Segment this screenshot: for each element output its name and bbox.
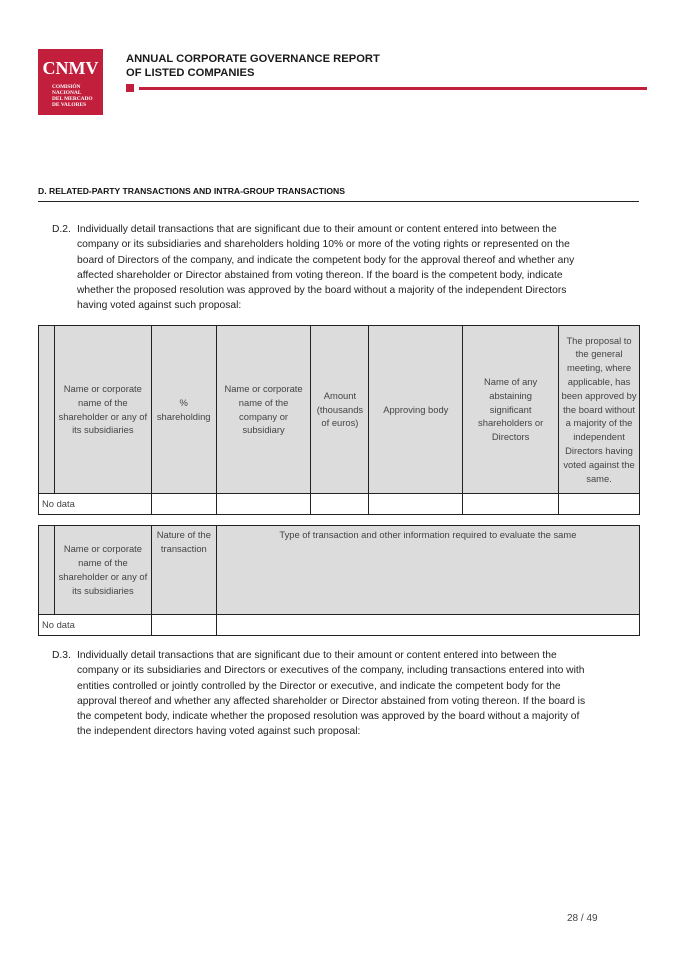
report-title [126, 52, 380, 80]
page-number: 28 / 49 [567, 913, 598, 924]
d2-line: Individually detail transactions that are significant due to their amount or content entered into between the [77, 224, 557, 235]
related-party-table-2 [38, 525, 640, 636]
d3-number: D.3. [52, 650, 71, 661]
empty-cell [151, 615, 216, 636]
d3-line: entities controlled or jointly controlled by the Director or executive, and indicate the competent body for the [77, 680, 561, 692]
header-rule [139, 87, 647, 90]
section-divider [38, 201, 639, 202]
section-title: D. RELATED-PARTY TRANSACTIONS AND INTRA-GROUP TRANSACTIONS [38, 186, 345, 196]
empty-cell [311, 494, 369, 515]
empty-cell [151, 494, 216, 515]
related-party-table-1 [38, 325, 640, 515]
logo-name [52, 84, 93, 108]
logo-acronym: CNMV [42, 58, 99, 78]
header-accent-square [126, 84, 134, 92]
col-header: Name of any abstaining significant shareholders or Directors [463, 326, 559, 494]
col-header: The proposal to the general meeting, where applicable, has been approved by the board without a majority of the independent Directors having voted against the same. [559, 326, 640, 494]
report-title-line2: OF LISTED COMPANIES [126, 67, 255, 79]
logo-name-line: DEL MERCADO [52, 96, 93, 102]
d3-line: company or its subsidiaries and Directors or executives of the company, including transactions entered into with [77, 665, 585, 677]
d2-text [77, 222, 574, 314]
empty-cell [369, 494, 463, 515]
empty-cell [216, 615, 639, 636]
no-data-cell: No data [39, 615, 152, 636]
empty-cell [559, 494, 640, 515]
d2-line: whether the proposed resolution was approved by the board without a majority of the independent Directors [77, 285, 567, 297]
d3-line: the independent directors having voted against such proposal: [77, 726, 361, 738]
col-header: Type of transaction and other information required to evaluate the same [216, 526, 639, 615]
d2-number: D.2. [52, 224, 71, 235]
cnmv-logo [38, 49, 103, 115]
table-row [39, 615, 640, 636]
d3-line: approval thereof and whether any affected shareholder or Director abstained from voting thereon. If the board is [77, 695, 586, 707]
report-title-line1: ANNUAL CORPORATE GOVERNANCE REPORT [126, 53, 380, 65]
logo-name-line: DE VALORES [52, 102, 87, 108]
d3-text [77, 648, 585, 740]
table-row [39, 494, 640, 515]
col-header: Nature of the transaction [151, 526, 216, 615]
d3-line: the competent body, indicate whether the proposed resolution was approved by the board without a majority of [77, 711, 580, 723]
d2-line: having voted against such proposal: [77, 300, 242, 312]
header-stub [39, 526, 55, 615]
table-header-row [39, 526, 640, 615]
no-data-cell: No data [39, 494, 152, 515]
d2-line: board of Directors of the company, and indicate the competent body for the approval thereof and whether any [77, 254, 575, 266]
col-header: Name or corporate name of the shareholder or any of its subsidiaries [54, 326, 151, 494]
header-stub [39, 326, 55, 494]
col-header: Approving body [369, 326, 463, 494]
logo-name-line: NACIONAL [52, 90, 82, 96]
d3-line: Individually detail transactions that are significant due to their amount or content entered into between the [77, 650, 557, 661]
col-header: % shareholding [151, 326, 216, 494]
logo-name-line: COMISIÓN [52, 84, 81, 90]
empty-cell [463, 494, 559, 515]
d2-line: affected shareholder or Director abstained from voting thereon. If the board is the competent body, indicate [77, 269, 563, 281]
col-header: Name or corporate name of the company or subsidiary [216, 326, 311, 494]
d2-paragraph [52, 222, 652, 317]
d3-paragraph [52, 648, 662, 743]
d2-line: company or its subsidiaries and shareholders holding 10% or more of the voting rights or represented on the [77, 239, 570, 251]
col-header: Amount (thousands of euros) [311, 326, 369, 494]
empty-cell [216, 494, 311, 515]
table-header-row [39, 326, 640, 494]
col-header: Name or corporate name of the shareholder or any of its subsidiaries [54, 526, 151, 615]
